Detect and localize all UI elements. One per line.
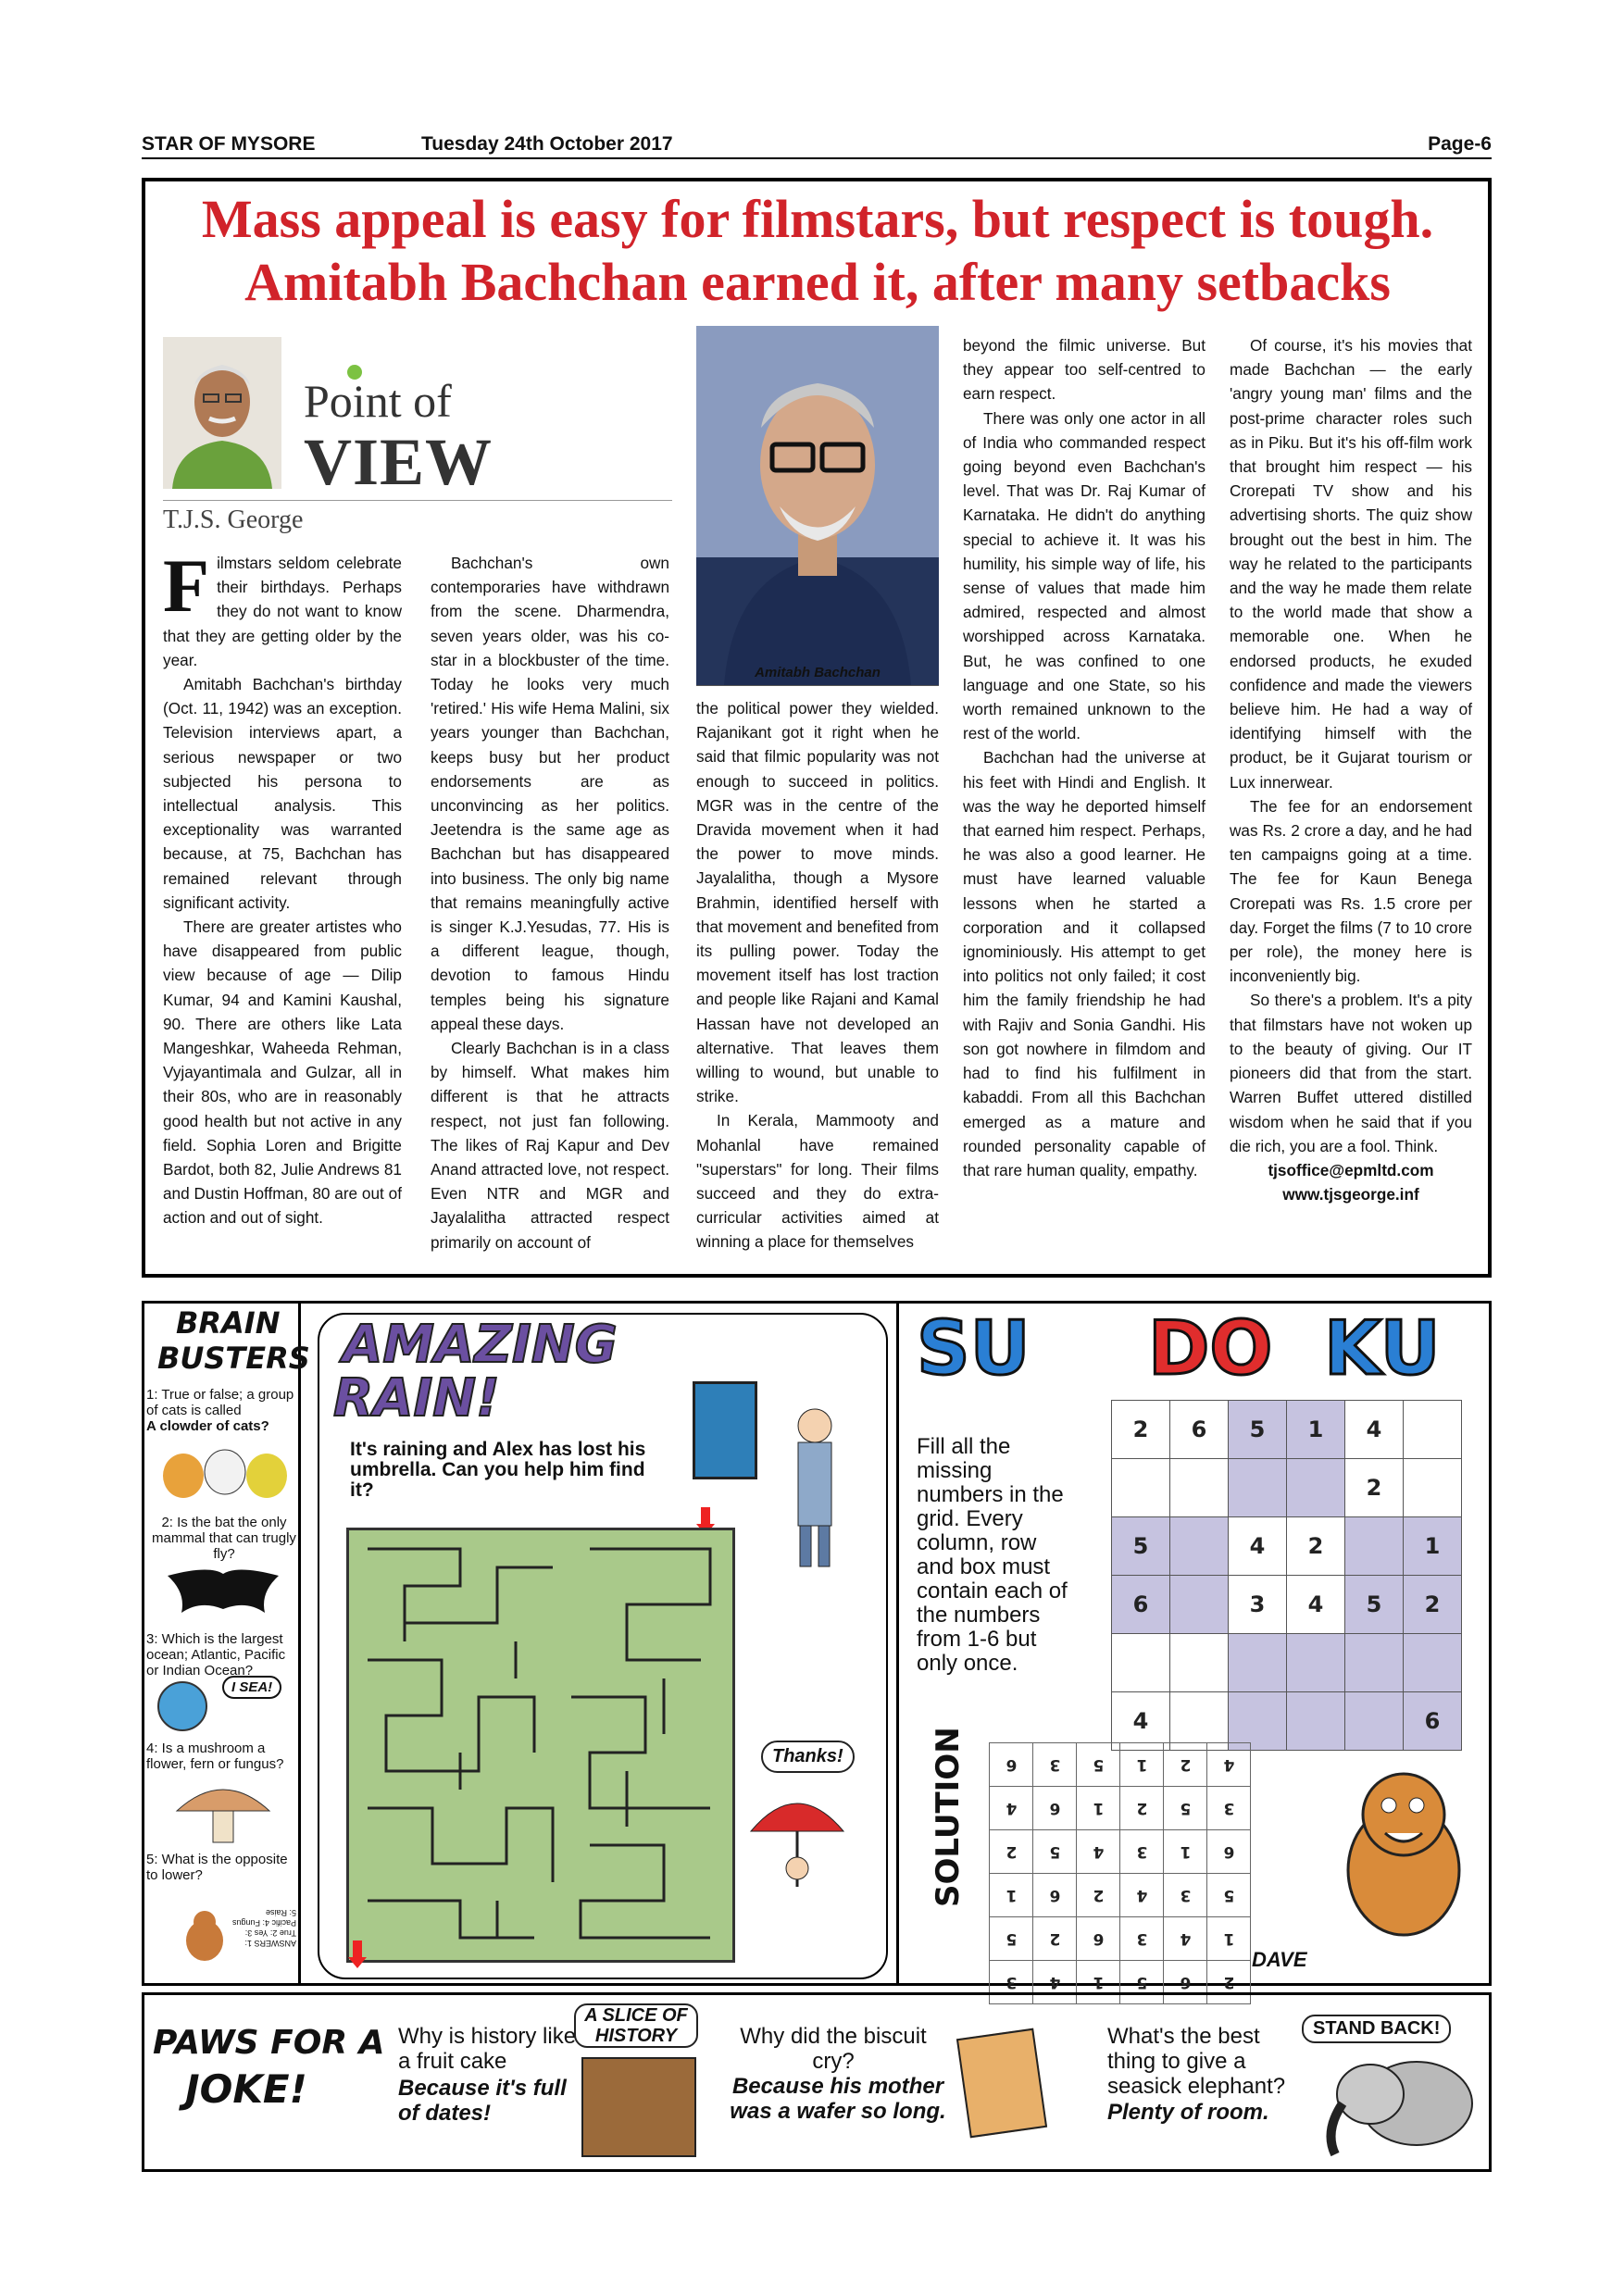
sudoku-cell[interactable]: 6 [1170, 1401, 1229, 1459]
header-rule [142, 157, 1492, 159]
sudoku-cell[interactable] [1170, 1517, 1229, 1576]
sudoku-row [1112, 1634, 1462, 1692]
mushroom-icon [172, 1776, 274, 1844]
solution-cell: 5 [990, 1917, 1033, 1961]
column-name-point: Point of [304, 375, 452, 427]
solution-cell: 5 [1164, 1787, 1207, 1830]
ocean-speech-bubble: I SEA! [222, 1676, 281, 1699]
sudoku-row [1112, 1576, 1462, 1634]
solution-cell: 4 [1164, 1917, 1207, 1961]
byline: T.J.S. George [163, 505, 304, 534]
question-text: 1: True or false; a group of cats is called [146, 1387, 294, 1418]
sudoku-title-su: SU [917, 1305, 1031, 1391]
rain-window [693, 1381, 757, 1479]
bear-cartoon [1320, 1759, 1478, 1944]
sudoku-cell[interactable] [1345, 1692, 1404, 1751]
sudoku-cell[interactable]: 5 [1112, 1517, 1170, 1576]
joke-1-question: Why is history like a fruit cake [398, 2024, 577, 2074]
question-4: 4: Is a mushroom a flower, fern or fungus? [146, 1741, 284, 1772]
thanks-speech-bubble: Thanks! [761, 1741, 855, 1773]
sudoku-cell[interactable] [1287, 1692, 1345, 1751]
solution-cell: 2 [1207, 1961, 1251, 2004]
sudoku-row [1112, 1459, 1462, 1517]
solution-cell: 6 [1033, 1787, 1077, 1830]
answers-upside-down: ANSWERS 1: True 2: Yes 3: Pacific 4: Fungus 5: Raise [231, 1908, 296, 1948]
sudoku-cell[interactable] [1229, 1459, 1287, 1517]
solution-cell: 4 [1207, 1743, 1251, 1787]
solution-cell: 5 [1120, 1961, 1164, 2004]
joke-2-answer [722, 2074, 954, 2124]
solution-cell: 2 [1077, 1874, 1120, 1917]
paragraph: Clearly Bachchan is in a class by himself. What makes him different is that he attracts respect, not just fan following. The likes of Raj Kapur and Dev Anand attracted love, not respect. Even NTR and MGR and Jayalalitha attracted respect primarily on account of [431, 1039, 669, 1252]
article-column-3 [696, 696, 939, 1254]
sudoku-cell[interactable] [1287, 1459, 1345, 1517]
article-column-4 [963, 333, 1206, 1182]
paragraph: beyond the filmic universe. But they appear too self-centred to earn respect. [963, 336, 1206, 404]
history-sign: A SLICE OF HISTORY [574, 2003, 698, 2048]
question-5: 5: What is the opposite to lower? [146, 1852, 288, 1883]
issue-date: Tuesday 24th October 2017 [421, 133, 673, 155]
paper-name: STAR OF MYSORE [142, 133, 316, 155]
solution-cell: 1 [990, 1874, 1033, 1917]
solution-cell: 1 [1120, 1743, 1164, 1787]
joke-3-answer [1107, 2100, 1293, 2125]
sudoku-cell[interactable] [1112, 1634, 1170, 1692]
sudoku-cell[interactable] [1170, 1459, 1229, 1517]
author-website[interactable]: www.tjsgeorge.inf [1282, 1185, 1419, 1204]
crying-biscuit-icon [956, 2028, 1047, 2139]
columnist-photo [163, 337, 281, 489]
bear-icon [181, 1907, 228, 1963]
question-emphasis: A clowder of cats? [146, 1418, 269, 1434]
solution-cell: 3 [1164, 1874, 1207, 1917]
solution-cell: 3 [1120, 1830, 1164, 1874]
solution-cell: 5 [1207, 1874, 1251, 1917]
sudoku-cell[interactable]: 4 [1345, 1401, 1404, 1459]
umbrella-icon [746, 1785, 848, 1905]
paragraph: There was only one actor in all of India who commanded respect going beyond even Bachchan's level. That was Dr. Raj Kumar of Karnataka. He didn't do anything special to achieve it. It was his humility, his simple way of life, his sense of values that made him admired, respected and almost worshipped across Karnataka. But, he was confined to one language and one State, so his worth remained unknown to the rest of the world. [963, 408, 1206, 743]
joke-answer-text: Plenty of room. [1107, 2100, 1269, 2125]
sudoku-row [1112, 1401, 1462, 1459]
paragraph: ilmstars seldom celebrate their birthdays. Perhaps they do not want to know that they are getting older by the year. [163, 554, 402, 669]
solution-cell: 6 [1033, 1874, 1077, 1917]
sudoku-cell[interactable]: 1 [1404, 1517, 1462, 1576]
solution-cell: 1 [1164, 1830, 1207, 1874]
sudoku-cell[interactable]: 6 [1112, 1576, 1170, 1634]
joke-3-question: What's the best thing to give a seasick elephant? [1107, 2024, 1286, 2099]
paws-title-2: JOKE! [185, 2066, 307, 2112]
photo-caption: Amitabh Bachchan [755, 665, 881, 680]
sudoku-cell[interactable]: 1 [1287, 1401, 1345, 1459]
maze-end-arrow-icon [348, 1940, 367, 1968]
maze-prompt: It's raining and Alex has lost his umbrella. Can you help him find it? [350, 1439, 646, 1501]
solution-cell: 4 [1033, 1961, 1077, 2004]
elephant-icon [1315, 2048, 1481, 2159]
solution-row [990, 1830, 1251, 1874]
solution-cell: 3 [1207, 1787, 1251, 1830]
paragraph: So there's a problem. It's a pity that filmstars have not woken up to the beauty of giving. Our IT pioneers did that from the start. Warren Buffet uttered distilled wisdom when he said that if you die rich, you are a fool. Think. [1230, 991, 1472, 1155]
sudoku-cell[interactable]: 4 [1112, 1692, 1170, 1751]
article-column-1 [163, 543, 402, 1230]
puzzle-divider-2 [896, 1301, 899, 1986]
question-1 [146, 1387, 300, 1434]
sudoku-cell[interactable]: 2 [1404, 1576, 1462, 1634]
author-email[interactable]: tjsoffice@epmltd.com [1268, 1160, 1434, 1179]
paragraph: Bachchan's own contemporaries have withdrawn from the scene. Dharmendra, seven years older, was his co-star in a blockbuster of the time. Today he looks very much 'retired.' His wife Hema Malini, six years younger than Bachchan, keeps busy but her product endorsements are as unconvincing as her politics. Jeetendra is the same age as Bachchan but has disappeared into business. The only big name that remains meaningfully active is singer K.J.Yesudas, 77. His is a different league, though, devotion to famous Hindu temples being his signature appeal these days. [431, 554, 669, 1033]
fruitcake-icon [581, 2057, 696, 2157]
sudoku-cell[interactable] [1345, 1634, 1404, 1692]
solution-cell: 6 [1207, 1830, 1251, 1874]
solution-row [990, 1917, 1251, 1961]
sudoku-row [1112, 1517, 1462, 1576]
cats-icon [156, 1437, 294, 1502]
solution-cell: 4 [990, 1787, 1033, 1830]
sudoku-cell[interactable]: 2 [1112, 1401, 1170, 1459]
solution-cell: 2 [1164, 1743, 1207, 1787]
page-number: Page-6 [1428, 133, 1492, 155]
joke-2-question: Why did the biscuit cry? [740, 2024, 927, 2074]
sudoku-solution-grid [989, 1742, 1251, 2004]
artist-signature: DAVE [1252, 1948, 1307, 1971]
solution-cell: 6 [990, 1743, 1033, 1787]
sudoku-cell[interactable] [1170, 1576, 1229, 1634]
solution-row [990, 1787, 1251, 1830]
brain-busters-title-2: BUSTERS [157, 1341, 310, 1376]
sudoku-cell[interactable] [1112, 1459, 1170, 1517]
solution-cell: 1 [1077, 1961, 1120, 2004]
bachchan-photo [696, 326, 939, 685]
paragraph: There are greater artistes who have disappeared from public view because of age — Dilip Kumar, 94 and Kamini Kaushal, 90. There are others like Lata Mangeshkar, Waheeda Rehman, Vyjayantimala and Gulzar, all in their 80s, who are in reasonably good health but not active in any field. Sophia Loren and Brigitte Bardot, both 82, Julie Andrews 81 and Dustin Hoffman, 80 are out of action and out of sight. [163, 917, 402, 1228]
solution-cell: 2 [1120, 1787, 1164, 1830]
solution-cell: 3 [1120, 1917, 1164, 1961]
globe-icon [157, 1681, 207, 1731]
sudoku-cell[interactable] [1170, 1634, 1229, 1692]
solution-cell: 1 [1077, 1787, 1120, 1830]
solution-row [990, 1743, 1251, 1787]
sudoku-cell[interactable] [1404, 1459, 1462, 1517]
joke-answer-text: Because it's full of dates! [398, 2076, 567, 2126]
alex-figure [778, 1405, 852, 1572]
question-3: 3: Which is the largest ocean; Atlantic, Pacific or Indian Ocean? [146, 1631, 286, 1678]
paws-title-1: PAWS FOR A [153, 2024, 385, 2062]
maze-title-1: AMAZING [343, 1315, 618, 1375]
sudoku-title-do: DO [1148, 1305, 1273, 1391]
paragraph: the political power they wielded. Rajanikant got it right when he said that filmic popularity was not enough to succeed in politics. MGR was in the centre of the Dravida movement when it had the power to move minds. Jayalalitha, though a Mysore Brahmin, identified herself with that movement and benefited from its pulling power. Today the movement itself has lost traction and people like Rajani and Kamal Hassan have not developed an alternative. That leaves them willing to wound, but unable to strike. [696, 699, 939, 1106]
sudoku-cell[interactable]: 6 [1404, 1692, 1462, 1751]
drop-cap: F [163, 543, 210, 628]
solution-cell: 2 [1033, 1917, 1077, 1961]
stand-back-sign: STAND BACK! [1302, 2015, 1451, 2043]
paragraph: Of course, it's his movies that made Bachchan — the early 'angry young man' films and the post-prime character roles such as in Piku. But it's his off-film work that brought him respect — his Crorepati TV show and his advertising shorts. The quiz show brought out the best in him. The way he related to the participants and the way he made them relate to the world made that show a memorable one. When he endorsed products, he exuded confidence and made the viewers believe him. He had a way of identifying himself with the product, be it Gujarat tourism or Lux innerwear. [1230, 336, 1472, 792]
sudoku-cell[interactable] [1404, 1401, 1462, 1459]
article-column-5 [1230, 333, 1472, 1206]
paragraph: In Kerala, Mammooty and Mohanlal have remained "superstars" for long. Their films succeed and they do extra-curricular activities aimed at winning a place for themselves [696, 1111, 939, 1252]
bat-icon [163, 1555, 283, 1620]
sudoku-cell[interactable]: 4 [1287, 1576, 1345, 1634]
sudoku-cell[interactable]: 5 [1345, 1576, 1404, 1634]
sudoku-cell[interactable] [1287, 1634, 1345, 1692]
sudoku-cell[interactable] [1229, 1634, 1287, 1692]
sudoku-cell[interactable]: 3 [1229, 1576, 1287, 1634]
caption-rule [696, 685, 939, 686]
sudoku-cell[interactable]: 2 [1287, 1517, 1345, 1576]
byline-rule [163, 500, 672, 501]
sudoku-cell[interactable] [1404, 1634, 1462, 1692]
headline-line2: Amitabh Bachchan earned it, after many setbacks [244, 252, 1391, 312]
solution-cell: 4 [1077, 1830, 1120, 1874]
sudoku-title-ku: KU [1324, 1305, 1441, 1391]
column-name-view: VIEW [304, 425, 493, 499]
sudoku-cell[interactable]: 5 [1229, 1401, 1287, 1459]
paragraph: The fee for an endorsement was Rs. 2 crore a day, and he had ten campaigns going at a time. The fee for Kaun Benega Crorepati was Rs. 1.5 crore per day. Forget the films (7 to 10 crore per role), the money here is inconveniently big. [1230, 796, 1472, 986]
solution-cell: 5 [1077, 1743, 1120, 1787]
sudoku-cell[interactable] [1345, 1517, 1404, 1576]
paragraph: Amitabh Bachchan's birthday (Oct. 11, 1942) was an exception. Television interviews apart, a serious newspaper or two subjected his persona to intellectual analysis. This exceptionality was warranted because, at 75, Bachchan has remained relevant through significant activity. [163, 675, 402, 912]
solution-cell: 6 [1164, 1961, 1207, 2004]
sudoku-instructions: Fill all the missing numbers in the grid. Every column, row and box must contain each of the numbers from 1-6 but only once. [917, 1434, 1068, 1676]
question-2: 2: Is the bat the only mammal that can trugly fly? [152, 1515, 296, 1562]
article-column-2 [431, 551, 669, 1254]
solution-cell: 3 [990, 1961, 1033, 2004]
sudoku-cell[interactable]: 4 [1229, 1517, 1287, 1576]
solution-cell: 3 [1033, 1743, 1077, 1787]
maze-grid[interactable] [346, 1528, 735, 1963]
headline-line1: Mass appeal is easy for filmstars, but respect is tough. [201, 189, 1434, 249]
solution-label: SOLUTION [930, 1727, 967, 1907]
joke-answer-text: Because his mother was a wafer so long. [730, 2074, 946, 2124]
brain-busters-title-1: BRAIN [176, 1305, 281, 1341]
maze-title-2: RAIN! [333, 1368, 500, 1429]
solution-row [990, 1874, 1251, 1917]
solution-cell: 6 [1077, 1917, 1120, 1961]
sudoku-grid[interactable] [1111, 1400, 1462, 1751]
solution-cell: 1 [1207, 1917, 1251, 1961]
joke-1-answer [398, 2076, 583, 2126]
sudoku-cell[interactable]: 2 [1345, 1459, 1404, 1517]
solution-cell: 4 [1120, 1874, 1164, 1917]
solution-cell: 2 [990, 1830, 1033, 1874]
paragraph: Bachchan had the universe at his feet with Hindi and English. It was the way he deported himself that earned him respect. Perhaps, he was also a good learner. He must have learned valuable lessons when he started a corporation and it collapsed ignominiously. His attempt to get into politics not only failed; it cost him the family friendship he had with Rajiv and Sonia Gandhi. His son got nowhere in filmdom and had to find his fulfilment in kabaddi. From all this Bachchan emerged as a mature and rounded personality capable of that rare human quality, empathy. [963, 748, 1206, 1179]
solution-cell: 5 [1033, 1830, 1077, 1874]
